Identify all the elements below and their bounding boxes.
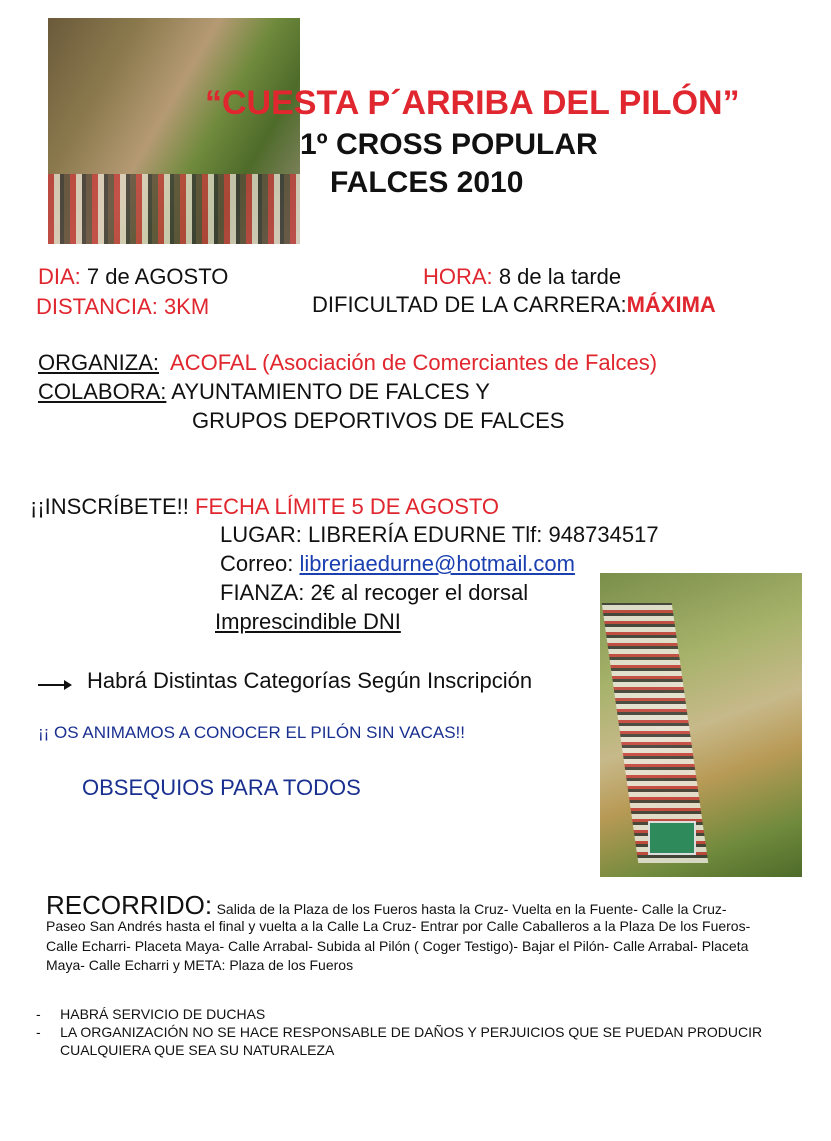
colabora-line1: AYUNTAMIENTO DE FALCES Y: [171, 379, 490, 404]
animamos: ¡¡ OS ANIMAMOS A CONOCER EL PILÓN SIN VACAS!!: [38, 723, 465, 742]
dificultad-line: [312, 292, 716, 318]
hora-value: 8 de la tarde: [498, 264, 622, 289]
lugar: LUGAR: LIBRERÍA EDURNE Tlf: 948734517: [220, 522, 659, 547]
fecha-limite: FECHA LÍMITE 5 DE AGOSTO: [195, 494, 500, 519]
photo-sign: [648, 821, 696, 855]
dni-required: Imprescindible DNI: [215, 609, 401, 634]
dificultad-value: MÁXIMA: [626, 292, 716, 317]
poster-subtitle: 1º CROSS POPULAR: [300, 128, 598, 161]
inscribete-line: [30, 494, 499, 520]
obsequios: OBSEQUIOS PARA TODOS: [82, 775, 361, 800]
correo-line: [220, 551, 575, 577]
route-line1: Salida de la Plaza de los Fueros hasta la Cruz- Vuelta en la Fuente- Calle la Cruz-: [216, 901, 727, 917]
photo-crowd: [48, 174, 300, 244]
arrow-right-icon: [38, 684, 66, 686]
route-label: RECORRIDO:: [46, 890, 213, 920]
colabora-line2: GRUPOS DEPORTIVOS DE FALCES: [192, 408, 565, 433]
note-continuation: CUALQUIERA QUE SEA SU NATURALEZA: [60, 1042, 335, 1058]
organiza-value: ACOFAL (Asociación de Comerciantes de Falces): [170, 350, 658, 375]
email-link[interactable]: libreriaedurne@hotmail.com: [299, 551, 575, 576]
correo-label: Correo:: [220, 551, 294, 576]
fianza: FIANZA: 2€ al recoger el dorsal: [220, 580, 529, 605]
note-text: HABRÁ SERVICIO DE DUCHAS: [60, 1006, 266, 1022]
organiza-line: [38, 350, 657, 376]
note-item: - HABRÁ SERVICIO DE DUCHAS: [36, 1006, 266, 1022]
hora-line: [423, 264, 621, 290]
colabora-line: [38, 379, 490, 405]
dificultad-label: DIFICULTAD DE LA CARRERA:: [312, 292, 627, 317]
photo-pilon-slope: [48, 18, 300, 244]
route-line2: Paseo San Andrés hasta el final y vuelta a la Calle La Cruz- Entrar por Calle Caballeros a la Plaza De los Fueros-: [46, 918, 751, 934]
organiza-label: ORGANIZA:: [38, 350, 160, 375]
route-first-line: [46, 890, 727, 921]
inscribete: ¡¡INSCRÍBETE!!: [30, 494, 189, 519]
route-line4: Maya- Calle Echarri y META: Plaza de los Fueros: [46, 957, 354, 973]
distancia: DISTANCIA: 3KM: [36, 294, 210, 319]
note-item: - LA ORGANIZACIÓN NO SE HACE RESPONSABLE DE DAÑOS Y PERJUICIOS QUE SE PUEDAN PRODUCIR: [36, 1024, 763, 1040]
hora-label: HORA:: [423, 264, 493, 289]
poster-title: “CUESTA P´ARRIBA DEL PILÓN”: [205, 84, 740, 122]
colabora-label: COLABORA:: [38, 379, 167, 404]
route-line3: Calle Echarri- Placeta Maya- Calle Arrabal- Subida al Pilón ( Coger Testigo)- Bajar el Pilón- Calle Arrabal- Placeta: [46, 938, 749, 954]
poster-place-year: FALCES 2010: [330, 166, 524, 199]
note-text: LA ORGANIZACIÓN NO SE HACE RESPONSABLE DE DAÑOS Y PERJUICIOS QUE SE PUEDAN PRODUCIR: [60, 1024, 763, 1040]
dia-value: 7 de AGOSTO: [86, 264, 229, 289]
categories: Habrá Distintas Categorías Según Inscripción: [87, 668, 533, 693]
dia-line: [38, 264, 228, 290]
photo-race-crowd: [600, 573, 802, 877]
dia-label: DIA:: [38, 264, 81, 289]
